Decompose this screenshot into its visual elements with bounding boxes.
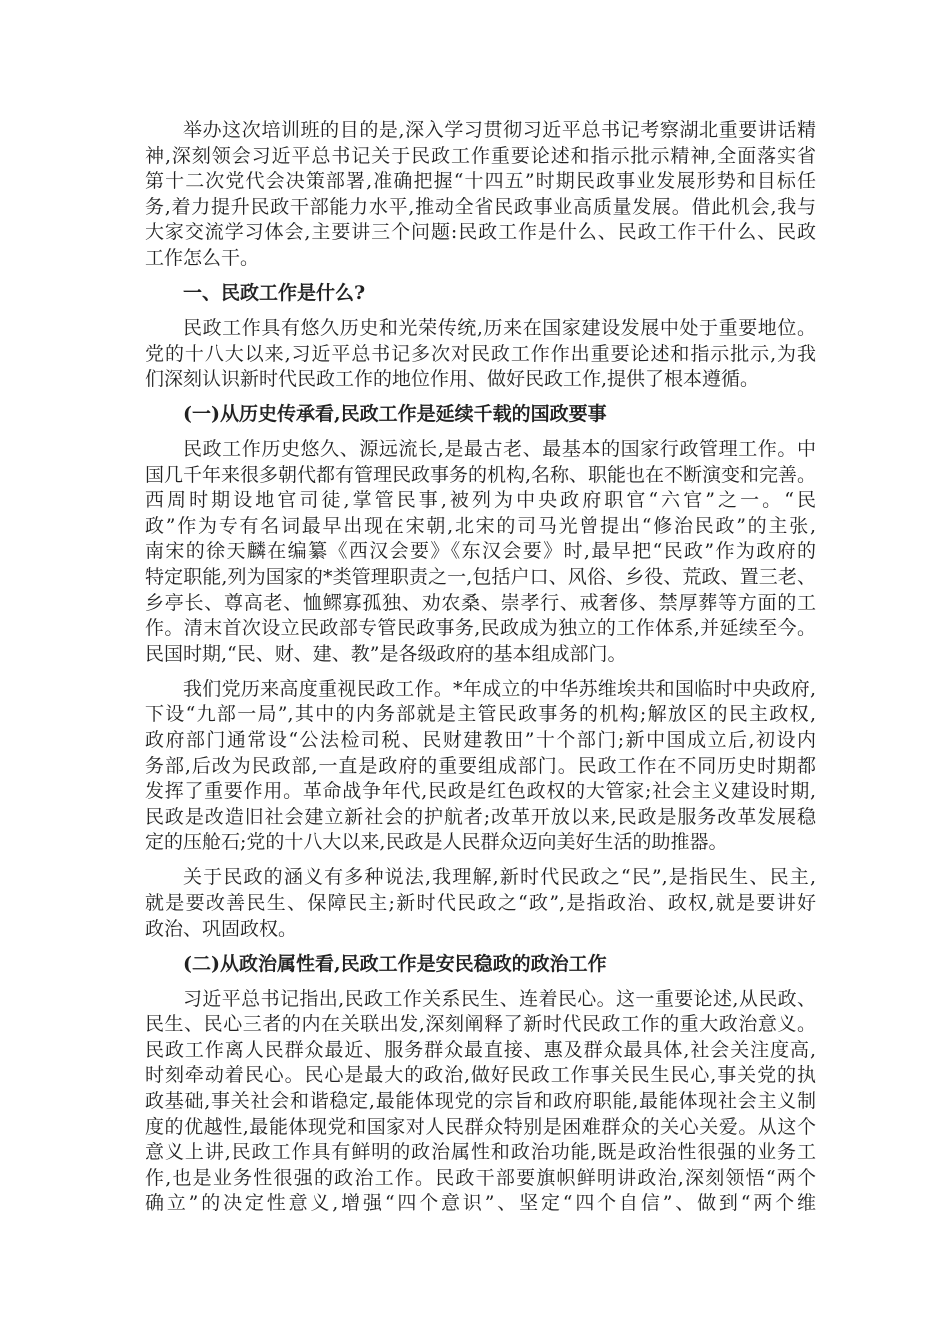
text-line: 举办这次培训班的目的是,深入学习贯彻习近平总书记考察湖北重要讲话精 [183,119,816,141]
text-line: 关于民政的涵义有多种说法,我理解,新时代民政之“民”,是指民生、民主, [183,866,816,889]
text-line: 政府部门通常设“公法检司税、民财建教田”十个部门;新中国成立后,初设内 [145,729,816,752]
text-line: 务,着力提升民政干部能力水平,推动全省民政事业高质量发展。借此机会,我与 [145,195,816,218]
paragraph [145,437,816,667]
text-line: 第十二次党代会决策部署,准确把握“十四五”时期民政事业发展形势和目标任 [145,170,816,193]
text-line: 民政工作历史悠久、源远流长,是最古老、最基本的国家行政管理工作。中 [183,438,816,461]
text-line: 作。清末首次设立民政部专管民政事务,民政成为独立的工作体系,并延续至今。 [145,617,816,640]
paragraph [145,987,816,1217]
text-line: (一)从历史传承看,民政工作是延续千载的国政要事 [183,403,607,426]
text-line: 特定职能,列为国家的*类管理职责之一,包括户口、风俗、乡役、荒政、置三老、 [145,566,816,589]
text-line: 南宋的徐天麟在编纂《西汉会要》《东汉会要》时,最早把“民政”作为政府的 [145,540,816,563]
paragraph [145,677,816,856]
paragraph [145,865,816,942]
text-line: 民政是改造旧社会建立新社会的护航者;改革开放以来,民政是服务改革发展稳 [145,805,816,828]
text-line: 国几千年来很多朝代都有管理民政事务的机构,名称、职能也在不断演变和完善。 [145,463,816,486]
text-line: 发挥了重要作用。革命战争年代,民政是红色政权的大管家;社会主义建设时期, [145,780,816,803]
section-heading [145,281,816,307]
text-line: 神,深刻领会习近平总书记关于民政工作重要论述和指示批示精神,全面落实省 [145,144,816,167]
text-line: 政”作为专有名词最早出现在宋朝,北宋的司马光曾提出“修治民政”的主张, [145,514,816,537]
text-line: 一、民政工作是什么? [183,281,366,304]
text-line: 政基础,事关社会和谐稳定,最能体现党的宗旨和政府职能,最能体现社会主义制 [145,1089,816,1112]
text-line: 确立”的决定性意义,增强“四个意识”、坚定“四个自信”、做到“两个维 [145,1192,816,1215]
paragraph [145,118,816,272]
text-line: 习近平总书记指出,民政工作关系民生、连着民心。这一重要论述,从民政、 [183,987,816,1010]
text-line: 工作怎么干。 [145,246,260,269]
text-line: 大家交流学习体会,主要讲三个问题:民政工作是什么、民政工作干什么、民政 [145,221,816,244]
text-line: 定的压舱石;党的十八大以来,民政是人民群众迈向美好生活的助推器。 [145,831,728,854]
text-line: 民政工作离人民群众最近、服务群众最直接、惠及群众最具体,社会关注度高, [145,1038,816,1061]
section-heading [145,402,816,428]
text-line: 下设“九部一局”,其中的内务部就是主管民政事务的机构;解放区的民主政权, [145,703,816,726]
text-line: 作,也是业务性很强的政治工作。民政干部要旗帜鲜明讲政治,深刻领悟“两个 [145,1166,816,1189]
text-line: 乡亭长、尊高老、恤鳏寡孤独、劝农桑、崇孝行、戒奢侈、禁厚葬等方面的工 [145,591,816,614]
text-line: 民政工作具有悠久历史和光荣传统,历来在国家建设发展中处于重要地位。 [183,316,816,339]
section-heading [145,952,816,978]
text-line: 西周时期设地官司徒,掌管民事,被列为中央政府职官“六官”之一。“民 [145,489,816,512]
text-line: 就是要改善民生、保障民主;新时代民政之“政”,是指政治、政权,就是要讲好 [145,891,816,914]
text-line: 民国时期,“民、财、建、教”是各级政府的基本组成部门。 [145,642,627,665]
text-line: 度的优越性,最能体现党和国家对人民群众特别是困难群众的关心关爱。从这个 [145,1115,816,1138]
text-line: 们深刻认识新时代民政工作的地位作用、做好民政工作,提供了根本遵循。 [145,368,760,391]
text-line: (二)从政治属性看,民政工作是安民稳政的政治工作 [183,952,607,975]
text-line: 时刻牵动着民心。民心是最大的政治,做好民政工作事关民生民心,事关党的执 [145,1064,816,1087]
text-line: 民生、民心三者的内在关联出发,深刻阐释了新时代民政工作的重大政治意义。 [145,1013,816,1036]
paragraph [145,316,816,393]
text-line: 意义上讲,民政工作具有鲜明的政治属性和政治功能,既是政治性很强的业务工 [145,1141,816,1164]
document-page [145,118,816,1226]
text-line: 政治、巩固政权。 [145,917,298,940]
text-line: 我们党历来高度重视民政工作。*年成立的中华苏维埃共和国临时中央政府, [183,677,816,700]
text-line: 党的十八大以来,习近平总书记多次对民政工作作出重要论述和指示批示,为我 [145,342,816,365]
text-line: 务部,后改为民政部,一直是政府的重要组成部门。民政工作在不同历史时期都 [145,754,816,777]
